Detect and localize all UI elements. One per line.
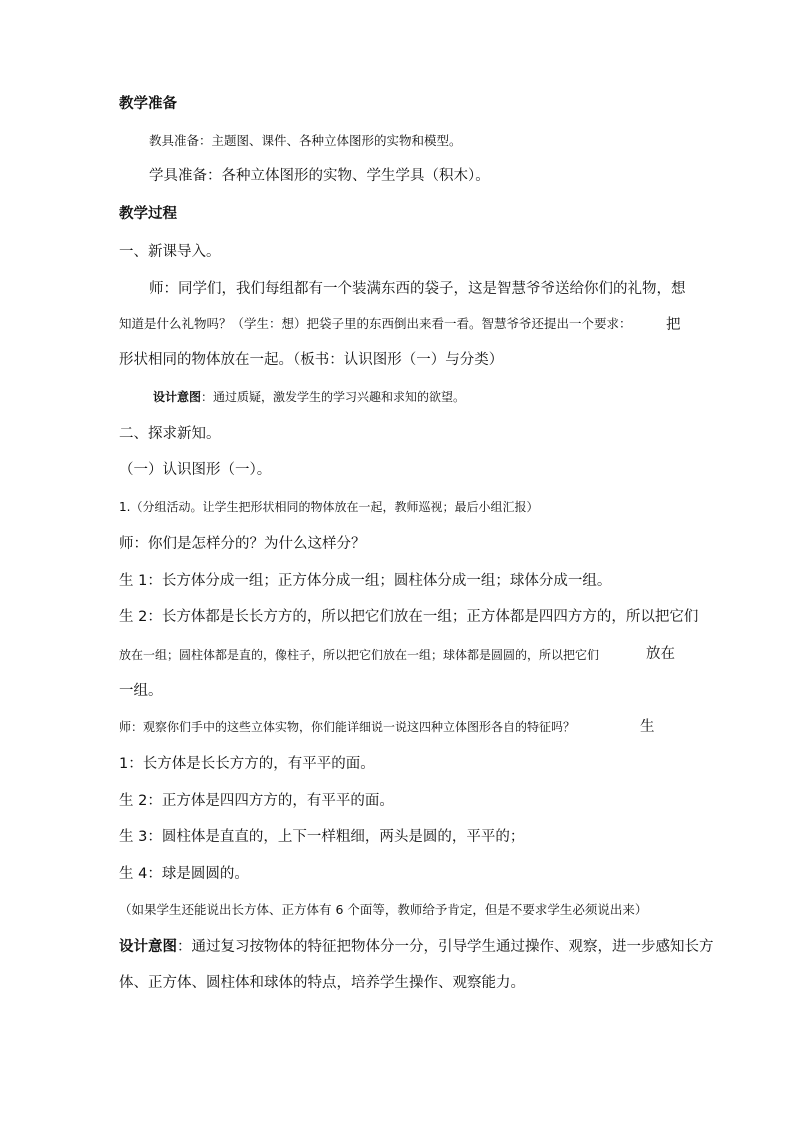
subsection-heading-explore: 二、探求新知。 — [119, 426, 221, 442]
paragraph-line: 师：同学们，我们每组都有一个装满东西的袋子，这是智慧爷爷送给你们的礼物，想 — [149, 281, 686, 297]
paragraph-text: 把 — [666, 317, 681, 333]
design-intent-label: 设计意图 — [119, 939, 177, 955]
teacher-question — [119, 719, 655, 735]
list-item: 1.（分组活动。让学生把形状相同的物体放在一起，教师巡视；最后小组汇报） — [119, 500, 539, 514]
design-intent-line — [153, 391, 465, 403]
student-answer — [119, 646, 675, 662]
paragraph-text: 知道是什么礼物吗？（学生：想）把袋子里的东西倒出来看一看。智慧爷爷还提出一个要求： — [119, 316, 632, 331]
subsection-heading-intro: 一、新课导入。 — [119, 244, 221, 260]
note-paragraph: （如果学生还能说出长方体、正方体有 6 个面等，教师给予肯定，但是不要求学生必须说出来） — [119, 902, 648, 917]
teacher-question: 师：你们是怎样分的？为什么这样分？ — [119, 536, 366, 552]
subsection-heading-shapes: （一）认识图形（一）。 — [119, 462, 272, 478]
design-intent-line: 体、正方体、圆柱体和球体的特点，培养学生操作、观察能力。 — [119, 975, 525, 991]
answer-text: 放在 — [646, 646, 675, 662]
student-answer: 1：长方体是长长方方的，有平平的面。 — [119, 756, 375, 772]
student-tools-paragraph: 学具准备：各种立体图形的实物、学生学具（积木）。 — [149, 168, 490, 184]
student-answer: 生 4：球是圆圆的。 — [119, 866, 249, 882]
answer-text: 放在一组；圆柱体都是直的，像柱子，所以把它们放在一组；球体都是圆圆的，所以把它们 — [119, 648, 600, 662]
design-intent-line — [119, 940, 714, 955]
section-heading-teaching-process: 教学过程 — [119, 206, 177, 222]
section-heading-teaching-preparation: 教学准备 — [119, 96, 177, 112]
student-answer: 一组。 — [119, 683, 163, 699]
design-intent-text: ：通过质疑，激发学生的学习兴趣和求知的欲望。 — [201, 390, 466, 404]
student-answer: 生 1：长方体分成一组；正方体分成一组；圆柱体分成一组；球体分成一组。 — [119, 573, 612, 589]
paragraph-line: 形状相同的物体放在一起。（板书：认识图形（一）与分类） — [119, 352, 504, 368]
question-text: 生 — [640, 719, 655, 735]
student-answer: 生 3：圆柱体是直直的，上下一样粗细，两头是圆的，平平的； — [119, 829, 525, 845]
paragraph-line — [119, 316, 681, 333]
student-answer: 生 2：长方体都是长长方方的，所以把它们放在一组；正方体都是四四方方的，所以把它们 — [119, 609, 699, 625]
question-text: 师：观察你们手中的这些立体实物，你们能详细说一说这四种立体图形各自的特征吗？ — [119, 720, 576, 734]
design-intent-text: ：通过复习按物体的特征把物体分一分，引导学生通过操作、观察，进一步感知长方 — [177, 939, 714, 955]
student-answer: 生 2：正方体是四四方方的，有平平的面。 — [119, 793, 394, 809]
teacher-tools-paragraph: 教具准备：主题图、课件、各种立体图形的实物和模型。 — [149, 133, 462, 148]
design-intent-label: 设计意图 — [153, 390, 202, 404]
